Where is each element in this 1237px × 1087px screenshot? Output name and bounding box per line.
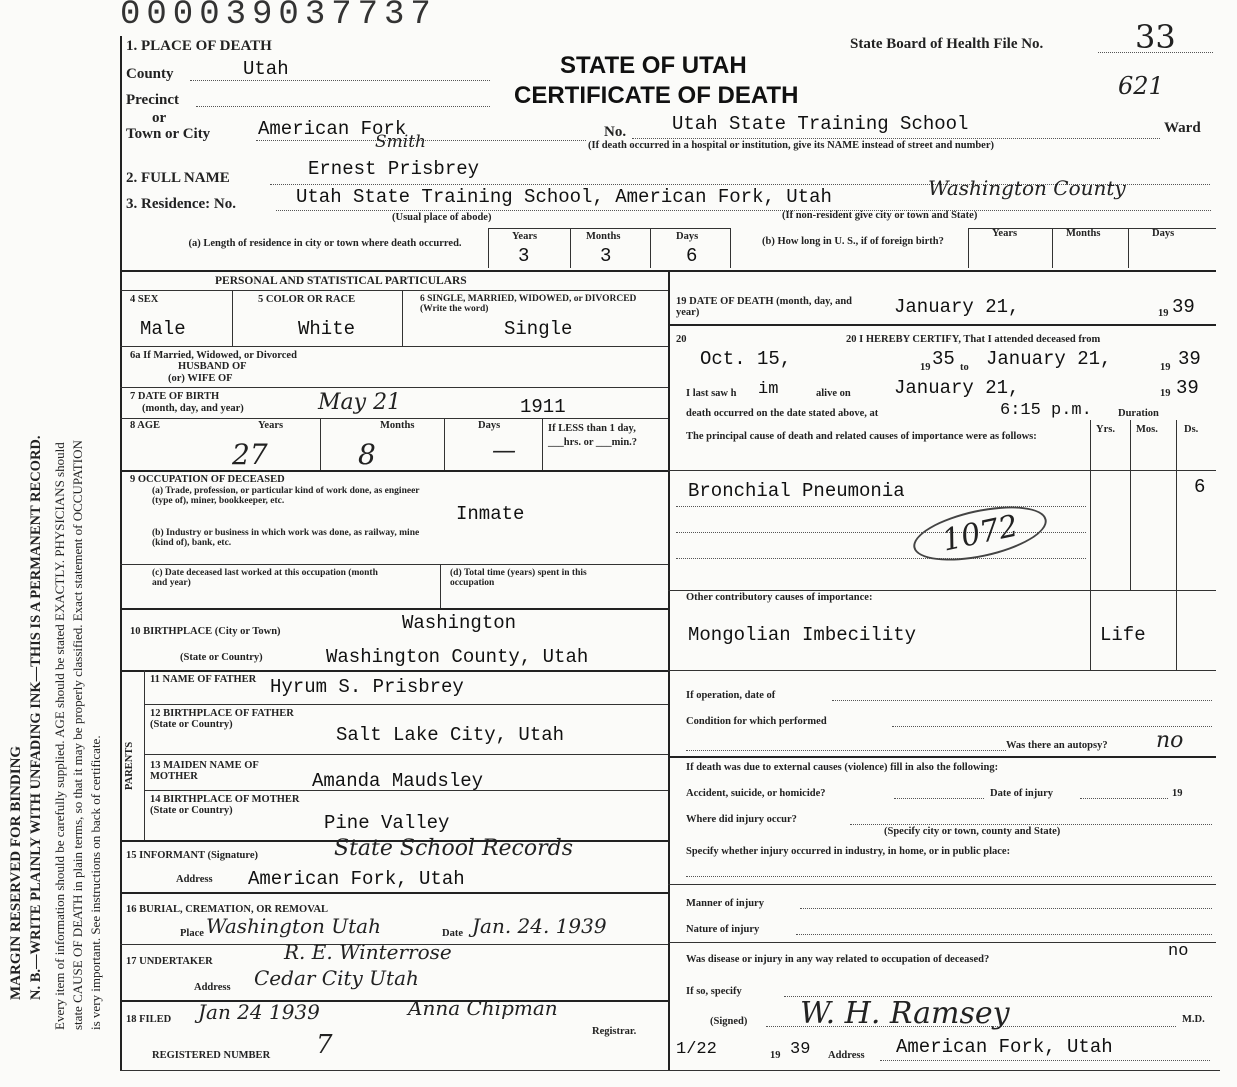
- father-birthplace: Salt Lake City, Utah: [336, 724, 565, 746]
- town-value: American Fork: [258, 118, 407, 140]
- external-causes-label: If death was due to external causes (violence) fill in also the following:: [686, 762, 999, 773]
- county-value: Utah: [243, 58, 289, 80]
- less-than-day-label: If LESS than 1 day, ___hrs. or ___min.?: [548, 423, 638, 448]
- informant-address: American Fork, Utah: [248, 868, 465, 890]
- autopsy-value: no: [1156, 728, 1184, 753]
- undertaker-label: 17 UNDERTAKER: [126, 956, 213, 967]
- margin-instructions-2: state CAUSE OF DEATH in plain terms, so that it may be properly classified. Exact statement of OCCUPATION: [70, 440, 85, 1030]
- full-name-insert: Smith: [375, 132, 426, 152]
- accident-label: Accident, suicide, or homicide?: [686, 788, 826, 799]
- contributory-value: Mongolian Imbecility: [688, 624, 917, 646]
- institution-value: Utah State Training School: [672, 113, 969, 135]
- registered-number: 7: [316, 1030, 333, 1060]
- filed-date: Jan 24 1939: [198, 1000, 320, 1024]
- if-so-label: If so, specify: [686, 986, 742, 997]
- age-days: —: [492, 436, 516, 464]
- ds-header: Ds.: [1184, 424, 1199, 435]
- us-months-header: Months: [1066, 228, 1101, 239]
- institution-note: (If death occurred in a hospital or institution, give its NAME instead of street and number): [588, 140, 995, 151]
- autopsy-label: Was there an autopsy?: [1006, 740, 1108, 751]
- marital-value: Single: [504, 318, 573, 340]
- manner-label: Manner of injury: [686, 898, 764, 909]
- years-header: Years: [512, 231, 538, 242]
- margin-permanent-text: N. B.—WRITE PLAINLY WITH UNFADING INK—THIS IS A PERMANENT RECORD.: [28, 435, 44, 1000]
- occupation-value: Inmate: [456, 503, 525, 525]
- last-saw-label: I last saw h: [686, 388, 737, 399]
- filed-label: 18 FILED: [126, 1014, 172, 1025]
- burial-label: 16 BURIAL, CREMATION, OR REMOVAL: [126, 904, 329, 915]
- attended-from-year: 35: [932, 348, 955, 370]
- dob-label-2: (month, day, and year): [142, 403, 244, 414]
- where-injury-label: Where did injury occur?: [686, 814, 797, 825]
- or-label: or: [152, 110, 167, 126]
- file-no-label: State Board of Health File No.: [850, 36, 1044, 52]
- margin-instructions-3: is very important. See instructions on back of certificate.: [88, 735, 103, 1030]
- spouse-label-3: (or) WIFE OF: [168, 373, 233, 384]
- injury-year-label: 19: [1172, 788, 1183, 799]
- informant-signature: State School Records: [334, 836, 574, 861]
- frame-bottom: [120, 1070, 1220, 1071]
- physician-address: American Fork, Utah: [896, 1036, 1113, 1058]
- parents-label: PARENTS: [124, 741, 135, 790]
- residence-months: 3: [600, 245, 612, 267]
- age-months-label: Months: [380, 420, 415, 431]
- father-label: 11 NAME OF FATHER: [150, 674, 257, 685]
- precinct-label: Precinct: [126, 92, 180, 108]
- alive-on-label: alive on: [816, 388, 851, 399]
- death-certificate: MARGIN RESERVED FOR BINDING N. B.—WRITE PLAINLY WITH UNFADING INK—THIS IS A PERMANENT RECORD. Every item of information should be carefully supplied. AGE should be stated EXACTLY. PHYSICIANS should state CAUSE OF DEATH in plain terms, so that it may be properly classified. Exact statement of OCCUPATION is very important. See instructions on back of certificate. 000039037737 STATE OF UTAH CERTIFICATE OF DEATH State Board of Health File No. 33 621 1. PLACE OF DEATH County Utah Precinct or Town or City American Fork No. Utah State Training School Ward (If death occurred in a hospital or institution, give its NAME instead of street and number) 2. FULL NAME Ernest Prisbrey Smith 3. Residence: No. Utah State Training School, American Fork, Utah Washington County (Usual place of abode) (If non-resident give city or town and State) (a) Length of residence in city or town where death occurred. Years Months Days 3 3 6 (b) How long in U. S., if of foreign birth? Years Months Days PERSONAL AND STATISTICAL PARTICULARS 4 SEX Male 5 COLOR OR RACE White 6 SINGLE, MARRIED, WIDOWED, or DIVORCED (Write the word) Single 6a If Married, Widowed, or Divorced HUSBAND OF (or) WIFE OF 7 DATE OF BIRTH (month, day, and year) May 21 1911 8 AGE Years Months Days 27 8 — If LESS than 1 day, ___hrs. or ___min.? 9 OCCUPATION OF DECEASED (a) Trade, profession, or particular kind of work done, as engineer (type of), miner, bookkeeper, etc. Inmate (b) Industry or business in which work was done, as railway, mine (kind of), bank, etc. (c) Date deceased last worked at this occupation (month and year) (d) Total time (years) spent in this occupation 10 BIRTHPLACE (City or Town) Washington (State or Country) Washington County, Utah PARENTS 11 NAME OF FATHER Hyrum S. Prisbrey 12 BIRTHPLACE OF FATHER (State or Country) Salt Lake City, Utah 13 MAIDEN NAME OF MOTHER Amanda Maudsley 14 BIRTHPLACE OF MOTHER (State or Country) Pine Valley 15 INFORMANT (Signature) State School Records Address American Fork, Utah 16 BURIAL, CREMATION, OR REMOVAL Place Washington Utah Date Jan. 24. 1939 17 UNDERTAKER R. E. Winterrose Address Cedar City Utah 18 FILED Jan 24 1939 Anna Chipman Registrar. REGISTERED NUMBER 7 19 DATE OF DEATH (month, day, and year) January 21, 19 39 20 20 I HEREBY CERTIFY, That I attended deceased from Oct. 15, 19 35 to January 21, 19 39 I last saw h im alive on January 21, 19 39 death occurred on the date stated above, at 6:15 p.m. Duration The principal cause of death and related causes of importance were as follows: Yrs. Mos. Ds. Bronchial Pneumonia 6 1072 Other contributory causes of importance: Mongolian Imbecility Life If operation, date of Condition for which performed Was there an autopsy? no If death was due to external causes (violence) fill in also the following: Accident, suicide, or homicide? Date of injury 19 Where did injury occur? (Specify city or town, county and State) Specify whether injury occurred in industry, in home, or in public place: Manner of injury Nature of injury Was disease or injury in any way related to occupation of deceased? no If so, specify (Signed) W. H. Ramsey M.D. 1/22 19 39 Address American Fork, Utah: [0, 0, 1237, 1087]
- date-of-death: January 21,: [894, 296, 1020, 318]
- birthplace-state-label: (State or Country): [180, 652, 263, 663]
- occupation-c-label: (c) Date deceased last worked at this occupation (month and year): [152, 568, 378, 588]
- occupation-label: 9 OCCUPATION OF DECEASED: [130, 474, 285, 485]
- nature-label: Nature of injury: [686, 924, 760, 935]
- cause-days: 6: [1194, 476, 1206, 498]
- place-of-death-label: 1. PLACE OF DEATH: [126, 38, 272, 54]
- registrar-label: Registrar.: [592, 1026, 637, 1037]
- county-label: County: [126, 66, 174, 82]
- undertaker-address: Cedar City Utah: [254, 966, 419, 990]
- occupation-related-value: no: [1168, 942, 1189, 961]
- age-label: 8 AGE: [130, 420, 161, 431]
- signed-label: (Signed): [710, 1016, 748, 1027]
- undertaker-value: R. E. Winterrose: [284, 940, 452, 964]
- stamp-number: 1072: [909, 496, 1052, 570]
- occupation-related-label: Was disease or injury in any way related to occupation of deceased?: [686, 954, 990, 965]
- sign-year: 39: [790, 1040, 811, 1059]
- sex-value: Male: [140, 318, 186, 340]
- md-label: M.D.: [1182, 1014, 1205, 1025]
- mother-birthplace-label: 14 BIRTHPLACE OF MOTHER (State or Country): [150, 794, 300, 816]
- no-label: No.: [604, 124, 627, 140]
- father-value: Hyrum S. Prisbrey: [270, 676, 464, 698]
- death-time-label: death occurred on the date stated above, at: [686, 408, 879, 419]
- contributory-label: Other contributory causes of importance:: [686, 592, 873, 603]
- address-label: Address: [828, 1050, 865, 1061]
- age-years: 27: [232, 438, 268, 471]
- occupation-b-label: (b) Industry or business in which work was done, as railway, mine (kind of), bank, etc.: [152, 528, 420, 548]
- occupation-d-label: (d) Total time (years) spent in this occupation: [450, 568, 587, 588]
- title-certificate: CERTIFICATE OF DEATH: [514, 82, 799, 109]
- birthplace-state: Washington County, Utah: [326, 646, 589, 668]
- frame-left: [120, 36, 122, 1071]
- residence-label: 3. Residence: No.: [126, 196, 236, 212]
- registered-number-label: REGISTERED NUMBER: [152, 1050, 271, 1061]
- burial-date-label: Date: [442, 928, 463, 939]
- death-time: 6:15 p.m.: [1000, 401, 1092, 420]
- informant-label: 15 INFORMANT (Signature): [126, 850, 259, 861]
- sign-date: 1/22: [676, 1040, 717, 1059]
- dob-year: 1911: [520, 396, 566, 418]
- certify-label: 20 I HEREBY CERTIFY, That I attended deceased from: [846, 334, 1101, 345]
- attended-to-year: 39: [1178, 348, 1201, 370]
- date-of-death-year: 39: [1172, 296, 1195, 318]
- age-months: 8: [358, 438, 376, 471]
- industry-label: Specify whether injury occurred in industry, in home, or in public place:: [686, 846, 1011, 857]
- marital-label: 6 SINGLE, MARRIED, WIDOWED, or DIVORCED (Write the word): [420, 294, 637, 314]
- us-days-header: Days: [1152, 228, 1175, 239]
- spouse-label-2: HUSBAND OF: [178, 361, 247, 372]
- residence-value: Utah State Training School, American Fork, Utah: [296, 186, 832, 208]
- full-name-value: Ernest Prisbrey: [308, 158, 480, 180]
- full-name-label: 2. FULL NAME: [126, 170, 230, 186]
- margin-binding-text: MARGIN RESERVED FOR BINDING: [8, 745, 24, 1000]
- race-label: 5 COLOR OR RACE: [258, 294, 356, 305]
- nonresident-label: (If non-resident give city or town and State): [782, 210, 978, 221]
- serial-number: 000039037737: [120, 0, 437, 34]
- residence-years: 3: [518, 245, 530, 267]
- date-of-death-label: 19 DATE OF DEATH (month, day, and year): [676, 296, 853, 318]
- residence-handwritten: Washington County: [928, 176, 1126, 200]
- filed-signature: Anna Chipman: [408, 996, 558, 1020]
- last-saw-year: 39: [1176, 377, 1199, 399]
- duration-label: Duration: [1118, 408, 1159, 419]
- dob-month-day: May 21: [318, 390, 402, 415]
- burial-date: Jan. 24. 1939: [472, 914, 607, 938]
- days-header: Days: [676, 231, 699, 242]
- file-no-value: 33: [1135, 18, 1176, 56]
- town-label: Town or City: [126, 126, 211, 142]
- mother-label: 13 MAIDEN NAME OF MOTHER: [150, 760, 259, 782]
- father-birthplace-label: 12 BIRTHPLACE OF FATHER (State or Country): [150, 708, 294, 730]
- injury-date-label: Date of injury: [990, 788, 1053, 799]
- race-value: White: [298, 318, 356, 340]
- file-no-secondary: 621: [1118, 72, 1164, 100]
- specify-place-label: (Specify city or town, county and State): [884, 826, 1061, 837]
- age-years-label: Years: [258, 420, 284, 431]
- burial-place-label: Place: [180, 928, 204, 939]
- burial-place: Washington Utah: [206, 914, 381, 938]
- contributory-duration: Life: [1100, 624, 1146, 646]
- yrs-header: Yrs.: [1096, 424, 1115, 435]
- condition-label: Condition for which performed: [686, 716, 827, 727]
- ward-label: Ward: [1164, 120, 1201, 136]
- personal-header: PERSONAL AND STATISTICAL PARTICULARS: [215, 275, 467, 287]
- occupation-a-label: (a) Trade, profession, or particular kind of work done, as engineer (type of), miner, bookkeeper, etc.: [152, 486, 420, 506]
- residence-days: 6: [686, 245, 698, 267]
- operation-label: If operation, date of: [686, 690, 776, 701]
- birthplace-city: Washington: [402, 612, 517, 634]
- undertaker-address-label: Address: [194, 982, 231, 993]
- last-saw-date: January 21,: [894, 377, 1020, 399]
- sex-label: 4 SEX: [130, 294, 159, 305]
- us-years-header: Years: [992, 228, 1018, 239]
- spouse-label-1: 6a If Married, Widowed, or Divorced: [130, 350, 297, 361]
- dob-label-1: 7 DATE OF BIRTH: [130, 391, 220, 402]
- title-state: STATE OF UTAH: [560, 52, 747, 79]
- birthplace-label: 10 BIRTHPLACE (City or Town): [130, 626, 281, 637]
- mother-value: Amanda Maudsley: [312, 770, 484, 792]
- cause-value: Bronchial Pneumonia: [688, 480, 905, 502]
- months-header: Months: [586, 231, 621, 242]
- cause-label: The principal cause of death and related causes of importance were as follows:: [686, 431, 1037, 442]
- age-days-label: Days: [478, 420, 501, 431]
- informant-address-label: Address: [176, 874, 213, 885]
- mother-birthplace: Pine Valley: [324, 812, 450, 834]
- mos-header: Mos.: [1136, 424, 1158, 435]
- margin-instructions-1: Every item of information should be carefully supplied. AGE should be stated EXACTLY. PHYSICIANS should: [52, 442, 67, 1030]
- attended-to: January 21,: [986, 348, 1112, 370]
- attended-from: Oct. 15,: [700, 348, 792, 370]
- us-residence-label: (b) How long in U. S., if of foreign birth?: [762, 236, 944, 247]
- last-saw-him: im: [758, 380, 779, 399]
- length-residence-label: (a) Length of residence in city or town where death occurred.: [188, 238, 462, 249]
- physician-signature: W. H. Ramsey: [800, 996, 1010, 1031]
- usual-abode-label: (Usual place of abode): [392, 212, 492, 223]
